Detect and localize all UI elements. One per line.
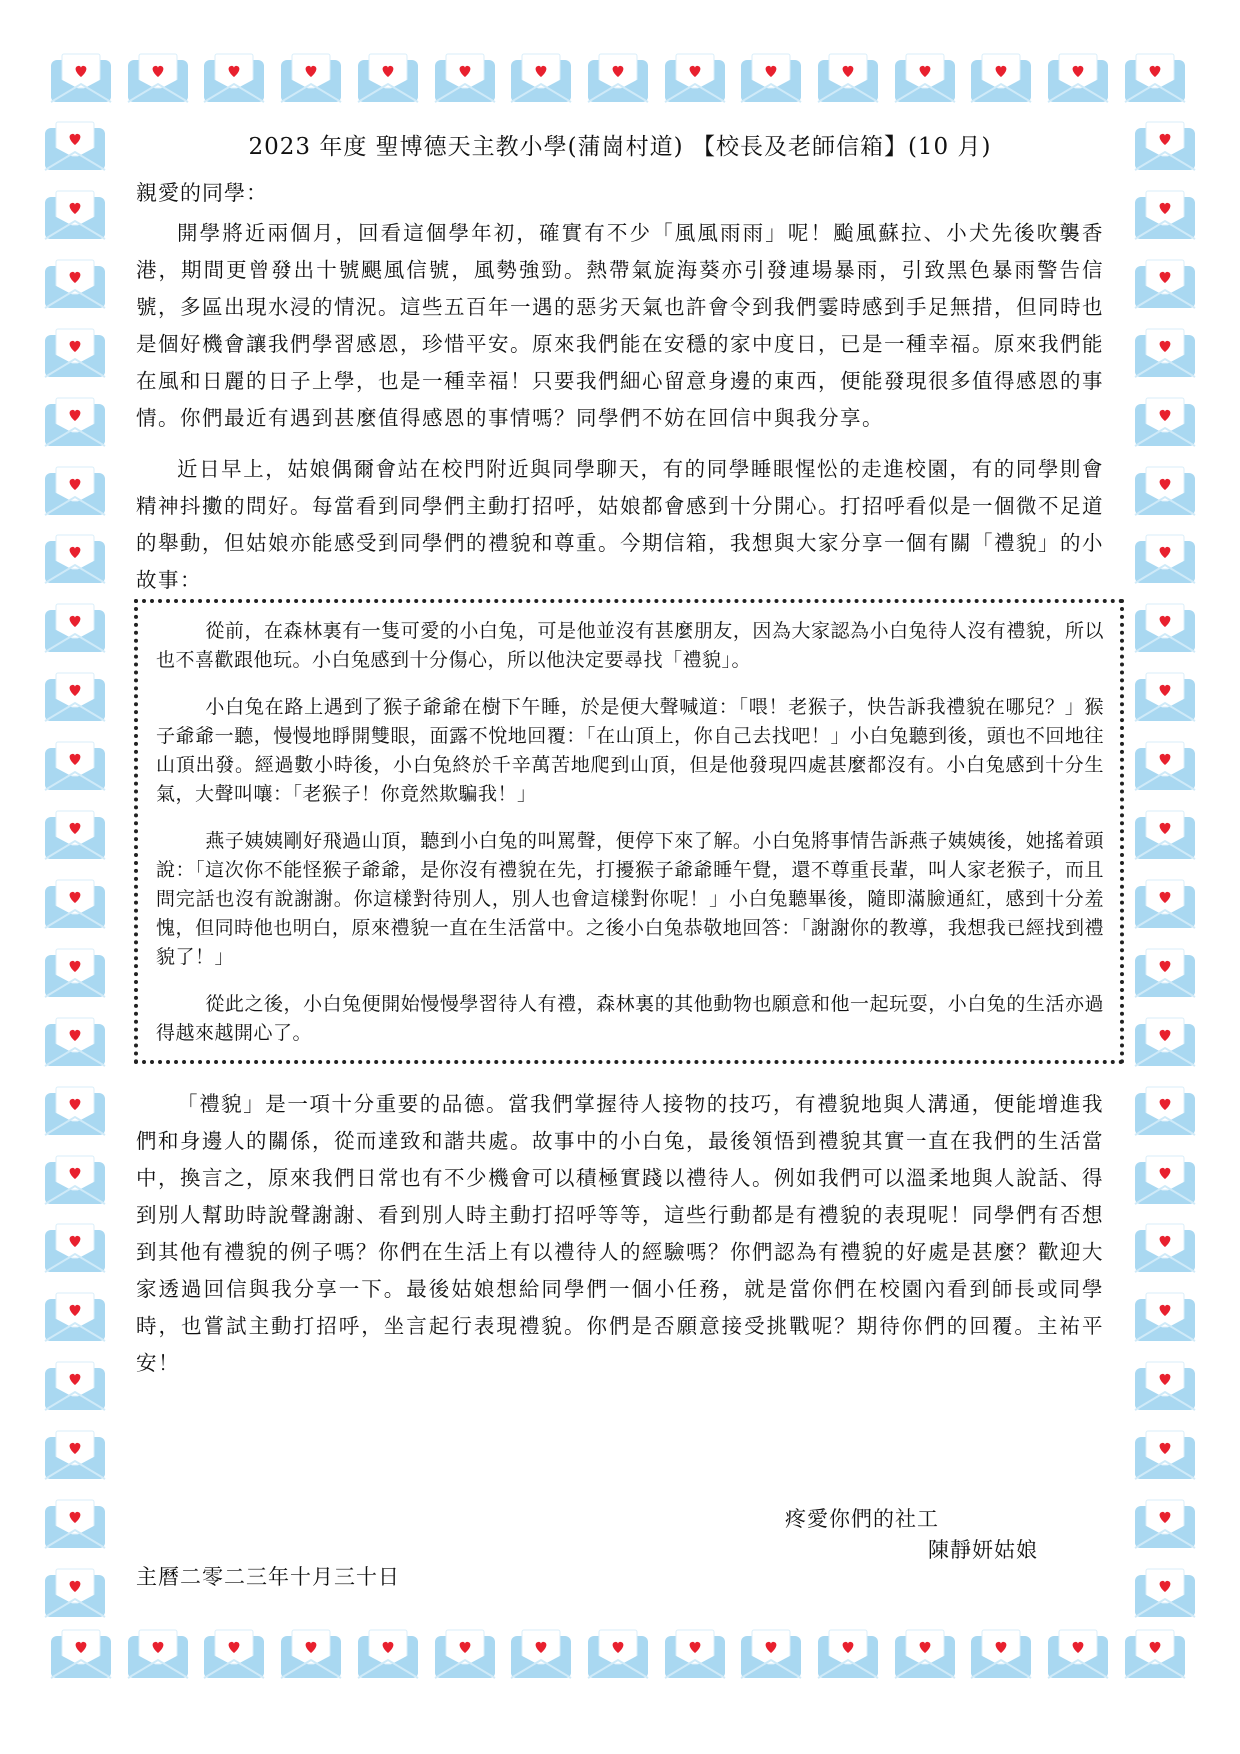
envelope-heart-icon bbox=[44, 1429, 106, 1481]
envelope-heart-icon bbox=[1047, 1628, 1109, 1680]
envelope-heart-icon bbox=[1134, 1567, 1196, 1619]
paragraph-intro: 開學將近兩個月，回看這個學年初，確實有不少「風風雨雨」呢！颱風蘇拉、小犬先後吹襲香港，期間更曾發出十號颶風信號，風勢強勁。熱帶氣旋海葵亦引發連場暴雨，引致黑色暴雨警告信號，多區出現水浸的情況。這些五百年一遇的惡劣天氣也許會令到我們霎時感到手足無措，但同時也是個好機會讓我們學習感恩，珍惜平安。原來我們能在安穩的家中度日，已是一種幸福。原來我們能在風和日麗的日子上學，也是一種幸福！只要我們細心留意身邊的東西，便能發現很多值得感恩的事情。你們最近有遇到甚麼值得感恩的事情嗎？同學們不妨在回信中與我分享。 bbox=[136, 221, 1104, 430]
envelope-heart-icon bbox=[357, 1628, 419, 1680]
envelope-heart-icon bbox=[1124, 52, 1186, 104]
envelope-heart-icon bbox=[1047, 52, 1109, 104]
envelope-heart-icon bbox=[127, 52, 189, 104]
envelope-heart-icon bbox=[1134, 533, 1196, 585]
envelope-heart-icon bbox=[1134, 1154, 1196, 1206]
envelope-heart-icon bbox=[1134, 809, 1196, 861]
envelope-heart-icon bbox=[44, 671, 106, 723]
envelope-heart-icon bbox=[1134, 327, 1196, 379]
envelope-heart-icon bbox=[1134, 396, 1196, 448]
letter-body bbox=[136, 128, 1104, 1382]
envelope-heart-icon bbox=[664, 1628, 726, 1680]
envelope-heart-icon bbox=[817, 1628, 879, 1680]
envelope-heart-icon bbox=[1134, 740, 1196, 792]
envelope-heart-icon bbox=[1134, 1222, 1196, 1274]
envelope-heart-icon bbox=[817, 52, 879, 104]
envelope-heart-icon bbox=[740, 1628, 802, 1680]
envelope-heart-icon bbox=[587, 52, 649, 104]
envelope-heart-icon bbox=[44, 258, 106, 310]
envelope-heart-icon bbox=[50, 52, 112, 104]
envelope-heart-icon bbox=[1134, 1085, 1196, 1137]
letter-date: 主曆二零二三年十月三十日 bbox=[136, 1565, 400, 1589]
envelope-heart-icon bbox=[434, 52, 496, 104]
envelope-heart-icon bbox=[280, 1628, 342, 1680]
envelope-heart-icon bbox=[1134, 1429, 1196, 1481]
envelope-heart-icon bbox=[1134, 120, 1196, 172]
envelope-heart-icon bbox=[44, 878, 106, 930]
envelope-heart-icon bbox=[127, 1628, 189, 1680]
envelope-heart-icon bbox=[44, 1154, 106, 1206]
story-paragraph: 小白兔在路上遇到了猴子爺爺在樹下午睡，於是便大聲喊道：「喂！老猴子，快告訴我禮貌在哪兒？」猴子爺爺一聽，慢慢地睜開雙眼，面露不悅地回覆：「在山頂上，你自己去找吧！」小白兔聽到後，頭也不回地往山頂出發。經過數小時後，小白兔終於千辛萬苦地爬到山頂，但是他發現四處甚麼都沒有。小白兔感到十分生氣，大聲叫嚷：「老猴子！你竟然欺騙我！」 bbox=[156, 696, 1104, 805]
greeting: 親愛的同學： bbox=[136, 181, 268, 205]
envelope-heart-icon bbox=[44, 1567, 106, 1619]
envelope-heart-icon bbox=[894, 52, 956, 104]
envelope-heart-icon bbox=[587, 1628, 649, 1680]
envelope-heart-icon bbox=[280, 52, 342, 104]
envelope-heart-icon bbox=[44, 120, 106, 172]
envelope-heart-icon bbox=[44, 1360, 106, 1412]
envelope-heart-icon bbox=[203, 52, 265, 104]
envelope-heart-icon bbox=[1134, 258, 1196, 310]
paragraph-greeting-story: 近日早上，姑娘偶爾會站在校門附近與同學聊天，有的同學睡眼惺忪的走進校園，有的同學則會精神抖擻的問好。每當看到同學們主動打招呼，姑娘都會感到十分開心。打招呼看似是一個微不足道的舉動，但姑娘亦能感受到同學們的禮貌和尊重。今期信箱，我想與大家分享一個有關「禮貌」的小故事： bbox=[136, 457, 1104, 592]
envelope-heart-icon bbox=[44, 1085, 106, 1137]
envelope-heart-icon bbox=[1134, 1016, 1196, 1068]
envelope-heart-icon bbox=[1134, 1291, 1196, 1343]
envelope-heart-icon bbox=[970, 1628, 1032, 1680]
story-paragraph: 從前，在森林裏有一隻可愛的小白兔，可是他並沒有甚麼朋友，因為大家認為小白兔待人沒有禮貌，所以也不喜歡跟他玩。小白兔感到十分傷心，所以他決定要尋找「禮貌」。 bbox=[156, 620, 1104, 671]
envelope-heart-icon bbox=[1134, 465, 1196, 517]
envelope-heart-icon bbox=[50, 1628, 112, 1680]
envelope-heart-icon bbox=[740, 52, 802, 104]
envelope-heart-icon bbox=[664, 52, 726, 104]
envelope-heart-icon bbox=[1134, 671, 1196, 723]
envelope-heart-icon bbox=[44, 1016, 106, 1068]
envelope-heart-icon bbox=[1134, 947, 1196, 999]
envelope-heart-icon bbox=[203, 1628, 265, 1680]
envelope-heart-icon bbox=[1134, 602, 1196, 654]
envelope-heart-icon bbox=[44, 1498, 106, 1550]
envelope-heart-icon bbox=[44, 740, 106, 792]
envelope-heart-icon bbox=[1124, 1628, 1186, 1680]
envelope-heart-icon bbox=[510, 1628, 572, 1680]
envelope-heart-icon bbox=[1134, 189, 1196, 241]
envelope-heart-icon bbox=[44, 1222, 106, 1274]
story-paragraph: 燕子姨姨剛好飛過山頂，聽到小白兔的叫罵聲，便停下來了解。小白兔將事情告訴燕子姨姨後，她搖着頭說：「這次你不能怪猴子爺爺，是你沒有禮貌在先，打擾猴子爺爺睡午覺，還不尊重長輩，叫人家老猴子，而且問完話也沒有說謝謝。你這樣對待別人，別人也會這樣對你呢！」小白兔聽畢後，隨即滿臉通紅，感到十分羞愧，但同時他也明白，原來禮貌一直在生活當中。之後小白兔恭敬地回答：「謝謝你的教導，我想我已經找到禮貌了！」 bbox=[156, 830, 1104, 968]
story-box bbox=[134, 599, 1124, 1064]
signature-name: 陳靜妍姑娘 bbox=[928, 1538, 1038, 1562]
envelope-heart-icon bbox=[44, 533, 106, 585]
envelope-heart-icon bbox=[44, 809, 106, 861]
page-title: 2023 年度 聖博德天主教小學(蒲崗村道) 【校長及老師信箱】(10 月) bbox=[248, 134, 992, 160]
envelope-heart-icon bbox=[44, 396, 106, 448]
envelope-heart-icon bbox=[44, 327, 106, 379]
envelope-heart-icon bbox=[510, 52, 572, 104]
envelope-heart-icon bbox=[894, 1628, 956, 1680]
envelope-heart-icon bbox=[1134, 1360, 1196, 1412]
envelope-heart-icon bbox=[44, 465, 106, 517]
envelope-heart-icon bbox=[1134, 878, 1196, 930]
envelope-heart-icon bbox=[357, 52, 419, 104]
envelope-heart-icon bbox=[44, 189, 106, 241]
signature-title: 疼愛你們的社工 bbox=[785, 1507, 939, 1531]
envelope-heart-icon bbox=[1134, 1498, 1196, 1550]
envelope-heart-icon bbox=[434, 1628, 496, 1680]
story-paragraph: 從此之後，小白兔便開始慢慢學習待人有禮，森林裏的其他動物也願意和他一起玩耍，小白兔的生活亦過得越來越開心了。 bbox=[156, 993, 1104, 1044]
envelope-heart-icon bbox=[44, 1291, 106, 1343]
envelope-heart-icon bbox=[44, 602, 106, 654]
paragraph-closing: 「禮貌」是一項十分重要的品德。當我們掌握待人接物的技巧，有禮貌地與人溝通，便能增進我們和身邊人的關係，從而達致和諧共處。故事中的小白兔，最後領悟到禮貌其實一直在我們的生活當中，換言之，原來我們日常也有不少機會可以積極實踐以禮待人。例如我們可以溫柔地與人說話、得到別人幫助時說聲謝謝、看到別人時主動打招呼等等，這些行動都是有禮貌的表現呢！同學們有否想到其他有禮貌的例子嗎？你們在生活上有以禮待人的經驗嗎？你們認為有禮貌的好處是甚麼？歡迎大家透過回信與我分享一下。最後姑娘想給同學們一個小任務，就是當你們在校園內看到師長或同學時，也嘗試主動打招呼，坐言起行表現禮貌。你們是否願意接受挑戰呢？期待你們的回覆。主祐平安！ bbox=[136, 1092, 1104, 1375]
envelope-heart-icon bbox=[970, 52, 1032, 104]
envelope-heart-icon bbox=[44, 947, 106, 999]
